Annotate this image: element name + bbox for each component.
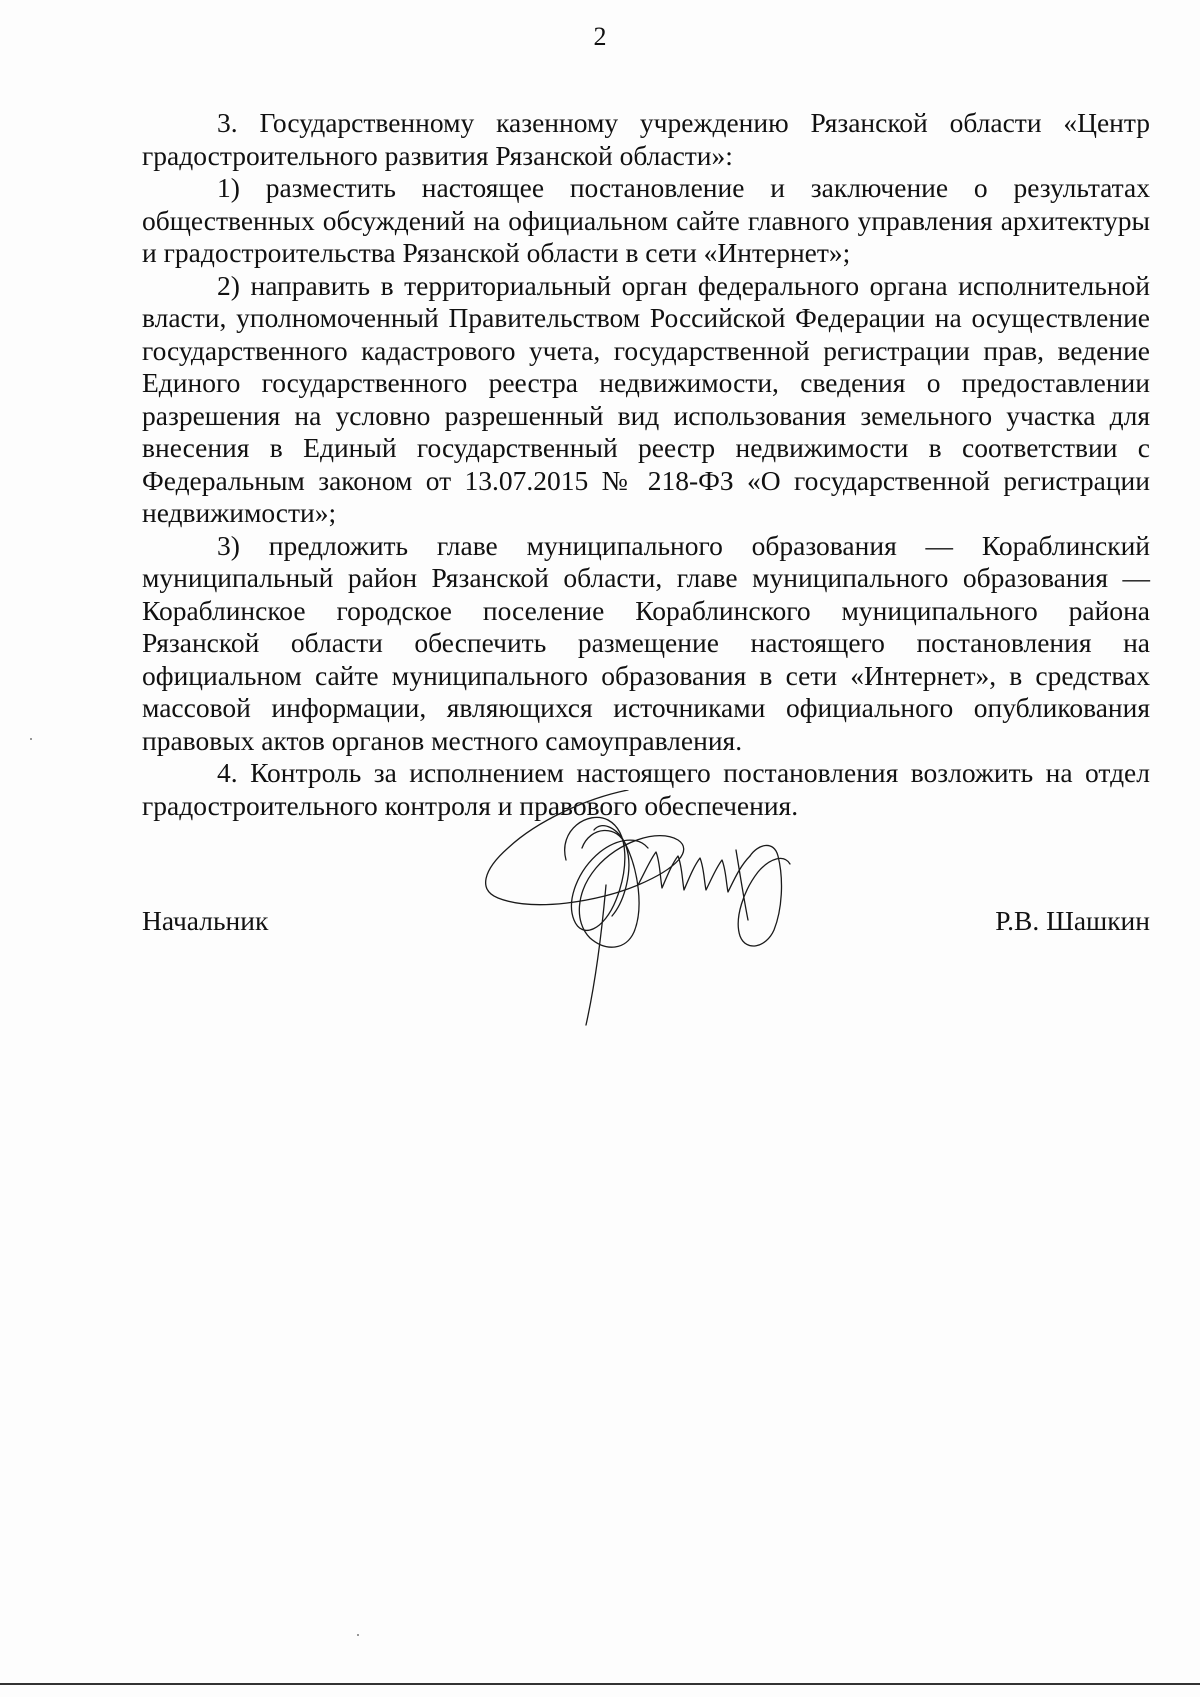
paragraph-item-4: 4. Контроль за исполнением настоящего постановления возложить на отдел градостроительного контроля и правового обеспечения.	[142, 757, 1150, 821]
signature-block	[142, 905, 1150, 945]
subparagraph-3: 3) предложить главе муниципального образования — Кораблинский муниципальный район Рязанской области, главе муниципального образования — Кораблинское городское поселение Кораблинского муниципального района Рязанской области обеспечить размещение настоящего постановления на официальном сайте муниципального образования в сети «Интернет», в средствах массовой информации, являющихся источниками официального опубликования правовых актов органов местного самоуправления.	[142, 529, 1150, 756]
subparagraph-2: 2) направить в территориальный орган федерального органа исполнительной власти, уполномоченный Правительством Российской Федерации на осуществление государственного кадастрового учета, государственной регистрации прав, ведение Единого государственного реестра недвижимости, сведения о предоставлении разрешения на условно разрешенный вид использования земельного участка для внесения в Единый государственный реестр недвижимости в соответствии с Федеральным законом от 13.07.2015 № 218-ФЗ «О государственной регистрации недвижимости»;	[142, 269, 1150, 528]
scan-speck	[30, 738, 32, 740]
paragraph-item-3: 3. Государственному казенному учреждению Рязанской области «Центр градостроительного развития Рязанской области»:	[142, 107, 1150, 171]
scan-speck	[357, 1634, 359, 1636]
document-body	[142, 107, 1150, 822]
scan-edge-line	[0, 1683, 1200, 1685]
signatory-title: Начальник	[142, 905, 269, 936]
page-number: 2	[593, 22, 607, 51]
signatory-name: Р.В. Шашкин	[995, 905, 1150, 936]
subparagraph-1: 1) разместить настоящее постановление и заключение о результатах общественных обсуждений на официальном сайте главного управления архитектуры и градостроительства Рязанской области в сети «Интернет»;	[142, 172, 1150, 268]
